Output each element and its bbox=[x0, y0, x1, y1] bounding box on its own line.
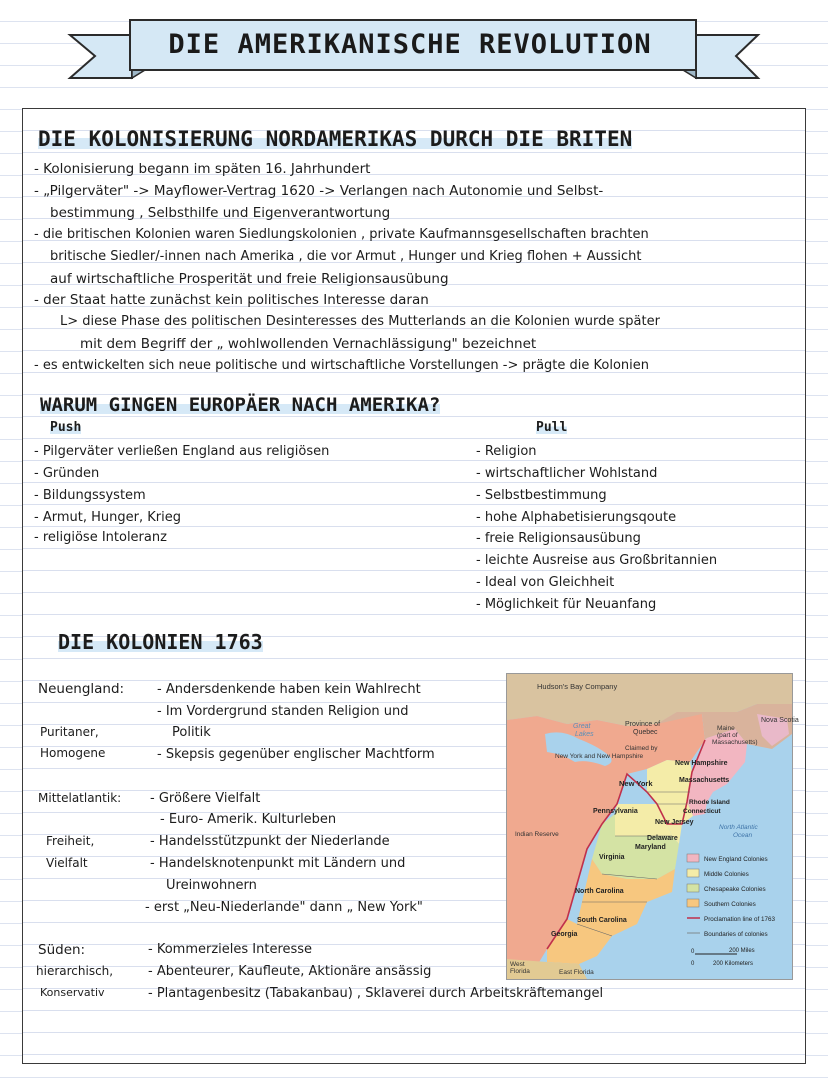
map-label-west-florida: West bbox=[510, 961, 525, 968]
map-label-claimed: New York and New Hampshire bbox=[555, 753, 644, 760]
region-trait: Puritaner, bbox=[40, 725, 99, 739]
region-point: - Größere Vielfalt bbox=[150, 791, 261, 806]
region-label-new-england: Neuengland: bbox=[38, 681, 125, 697]
colonies-map bbox=[506, 673, 799, 980]
text-line: bestimmung , Selbsthilfe und Eigenverantwortung bbox=[50, 205, 391, 221]
text-line: - die britischen Kolonien waren Siedlungskolonien , private Kaufmannsgesellschaften brachten bbox=[34, 227, 649, 242]
region-point: - erst „Neu-Niederlande" dann „ New York" bbox=[145, 900, 423, 915]
map-label-pennsylvania: Pennsylvania bbox=[593, 808, 638, 815]
map-label-maine: Maine bbox=[717, 725, 735, 732]
map-label-north-carolina: North Carolina bbox=[575, 888, 624, 895]
pull-item: - Religion bbox=[476, 444, 537, 459]
map-label-rhode-island: Rhode Island bbox=[689, 799, 730, 806]
push-item: - Armut, Hunger, Krieg bbox=[34, 510, 181, 525]
text-line: auf wirtschaftliche Prosperität und freie Religionsausübung bbox=[50, 271, 449, 287]
pull-item: - Möglichkeit für Neuanfang bbox=[476, 597, 657, 612]
map-label-maryland: Maryland bbox=[635, 844, 666, 851]
region-point: Politik bbox=[172, 725, 211, 740]
text-line: britische Siedler/-innen nach Amerika , die vor Armut , Hunger und Krieg flohen + Aussicht bbox=[50, 249, 642, 264]
map-label-new-hampshire: New Hampshire bbox=[675, 760, 728, 767]
legend-label: Proclamation line of 1763 bbox=[704, 916, 776, 923]
push-item: - Gründen bbox=[34, 466, 100, 481]
region-trait: Vielfalt bbox=[46, 856, 88, 870]
pull-item: - Selbstbestimmung bbox=[476, 488, 607, 503]
map-label-quebec: Quebec bbox=[633, 729, 658, 736]
region-point: - Im Vordergrund standen Religion und bbox=[157, 704, 409, 719]
map-label-new-york: New York bbox=[619, 779, 653, 788]
region-point: - Skepsis gegenüber englischer Machtform bbox=[157, 747, 435, 762]
legend-label: Chesapeake Colonies bbox=[704, 886, 766, 893]
map-label-south-carolina: South Carolina bbox=[577, 917, 627, 924]
map-label-quebec: Province of bbox=[625, 721, 661, 728]
page-title: DIE AMERIKANISCHE REVOLUTION bbox=[168, 28, 652, 60]
map-label-delaware: Delaware bbox=[647, 835, 678, 842]
scale-km: 200 Kilometers bbox=[713, 961, 754, 967]
map-label-claimed: Claimed by bbox=[625, 745, 658, 752]
region-trait: hierarchisch, bbox=[36, 964, 114, 978]
section-heading-why-europeans: WARUM GINGEN EUROPÄER NACH AMERIKA? bbox=[40, 394, 441, 416]
legend-label: Middle Colonies bbox=[704, 871, 749, 878]
legend-swatch bbox=[687, 869, 699, 877]
region-point: Ureinwohnern bbox=[166, 878, 257, 893]
map-label-connecticut: Connecticut bbox=[683, 808, 721, 815]
region-point: - Andersdenkende haben kein Wahlrecht bbox=[157, 682, 421, 697]
pull-heading: Pull bbox=[536, 420, 568, 435]
map-label-west-florida: Florida bbox=[510, 968, 530, 975]
push-heading: Push bbox=[50, 420, 82, 435]
section-heading-colonization: DIE KOLONISIERUNG NORDAMERIKAS DURCH DIE BRITEN bbox=[38, 127, 633, 151]
map-label-virginia: Virginia bbox=[599, 854, 625, 861]
region-trait: Konservativ bbox=[40, 986, 105, 999]
map-label-georgia: Georgia bbox=[551, 931, 578, 938]
text-line: L> diese Phase des politischen Desinteresses des Mutterlands an die Kolonien wurde später bbox=[60, 314, 660, 329]
pull-item: - hohe Alphabetisierungsqoute bbox=[476, 510, 677, 525]
legend-swatch bbox=[687, 884, 699, 892]
push-item: - Pilgerväter verließen England aus religiösen bbox=[34, 444, 330, 459]
map-label-atlantic: North Atlantic bbox=[719, 824, 758, 831]
section-heading-colonies-1763: DIE KOLONIEN 1763 bbox=[58, 630, 263, 654]
pull-item: - leichte Ausreise aus Großbritannien bbox=[476, 553, 718, 568]
push-item: - Bildungssystem bbox=[34, 488, 146, 503]
region-label-south: Süden: bbox=[38, 942, 86, 958]
text-line: - „Pilgerväter" -> Mayflower-Vertrag 1620 -> Verlangen nach Autonomie und Selbst- bbox=[34, 183, 604, 199]
legend-label: Southern Colonies bbox=[704, 901, 756, 908]
map-label-atlantic: Ocean bbox=[733, 832, 753, 839]
legend-label: Boundaries of colonies bbox=[704, 931, 768, 938]
region-point: - Handelsstützpunkt der Niederlande bbox=[150, 834, 390, 849]
map-label-great-lakes: Lakes bbox=[575, 731, 594, 738]
map-label-great-lakes: Great bbox=[573, 723, 591, 730]
text-line: - der Staat hatte zunächst kein politisches Interesse daran bbox=[34, 292, 429, 308]
text-line: - Kolonisierung begann im späten 16. Jahrhundert bbox=[34, 161, 371, 177]
region-trait: Freiheit, bbox=[46, 834, 95, 848]
map-label-maine: Massachusetts) bbox=[712, 739, 758, 746]
text-line: - es entwickelten sich neue politische und wirtschaftliche Vorstellungen -> prägte die Kolonien bbox=[34, 358, 650, 373]
pull-item: - wirtschaftlicher Wohlstand bbox=[476, 466, 658, 481]
map-label-new-jersey: New Jersey bbox=[655, 819, 694, 826]
text-line: mit dem Begriff der „ wohlwollenden Vernachlässigung" bezeichnet bbox=[80, 336, 537, 352]
scale-zero: 0 bbox=[691, 961, 695, 967]
map-label-hudson-bay: Hudson's Bay Company bbox=[537, 682, 618, 691]
map-label-massachusetts: Massachusetts bbox=[679, 777, 730, 784]
region-point: - Kommerzieles Interesse bbox=[148, 942, 313, 957]
push-item: - religiöse Intoleranz bbox=[34, 530, 167, 545]
region-point: - Handelsknotenpunkt mit Ländern und bbox=[150, 856, 406, 871]
map-label-east-florida: East Florida bbox=[559, 969, 594, 976]
region-point: - Abenteurer, Kaufleute, Aktionäre ansässig bbox=[148, 964, 432, 979]
pull-item: - freie Religionsausübung bbox=[476, 531, 641, 546]
legend-swatch bbox=[687, 899, 699, 907]
map-label-nova-scotia: Nova Scotia bbox=[761, 717, 799, 724]
scale-miles: 200 Miles bbox=[729, 948, 755, 954]
legend-label: New England Colonies bbox=[704, 856, 768, 863]
region-trait: Homogene bbox=[40, 746, 106, 760]
region-point: - Plantagenbesitz (Tabakanbau) , Sklaverei durch Arbeitskräftemangel bbox=[148, 986, 604, 1001]
map-label-maine: (part of bbox=[717, 732, 738, 739]
region-label-middle-atlantic: Mittelatlantik: bbox=[38, 791, 122, 805]
pull-item: - Ideal von Gleichheit bbox=[476, 575, 615, 590]
scale-zero: 0 bbox=[691, 949, 695, 955]
map-label-indian-reserve: Indian Reserve bbox=[515, 831, 559, 838]
region-point: - Euro- Amerik. Kulturleben bbox=[160, 812, 337, 827]
legend-swatch bbox=[687, 854, 699, 862]
